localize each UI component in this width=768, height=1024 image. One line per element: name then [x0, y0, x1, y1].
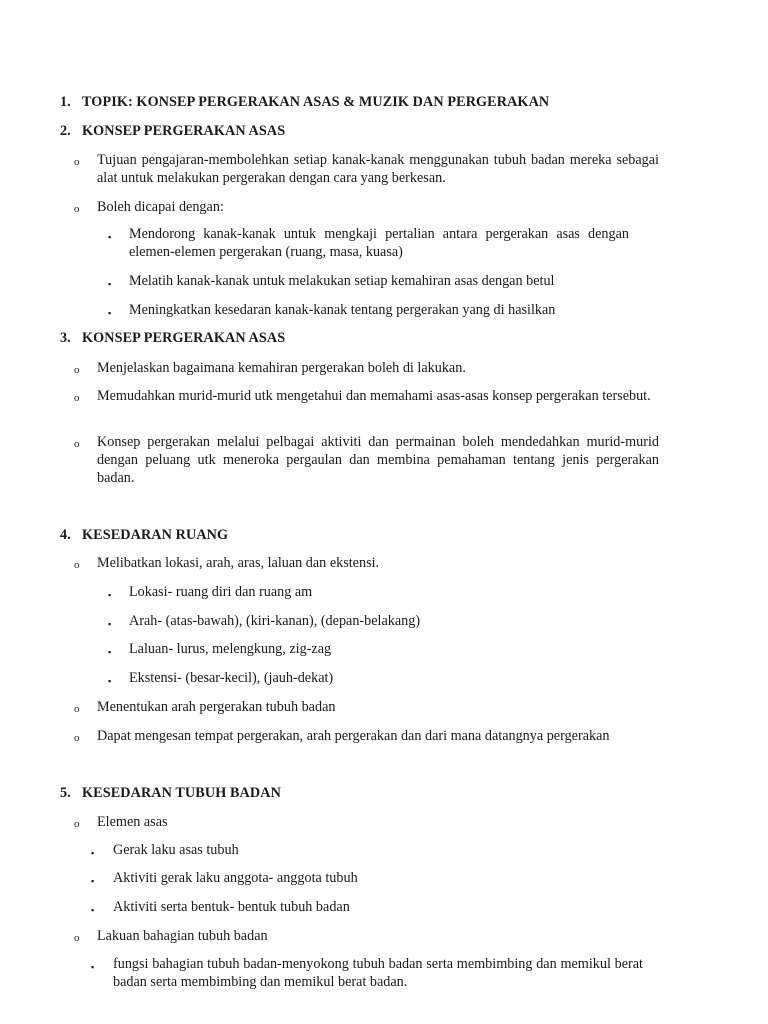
section-5-heading: KESEDARAN TUBUH BADAN: [82, 785, 281, 801]
square-bullet-icon: ▪: [91, 905, 95, 915]
list-item: Melibatkan lokasi, arah, aras, laluan dan ekstensi.: [97, 555, 380, 571]
section-2-heading: KONSEP PERGERAKAN ASAS: [82, 123, 286, 139]
list-bullet-icon: o: [74, 559, 80, 571]
sub-list-item: Meningkatkan kesedaran kanak-kanak tentang pergerakan yang di hasilkan: [129, 302, 556, 318]
list-item: Menentukan arah pergerakan tubuh badan: [97, 699, 336, 715]
sub-list-item: Gerak laku asas tubuh: [113, 842, 239, 858]
square-bullet-icon: ▪: [108, 676, 112, 686]
section-4-number: 4.: [60, 527, 71, 543]
square-bullet-icon: ▪: [91, 876, 95, 886]
sub-list-item: Laluan- lurus, melengkung, zig-zag: [129, 641, 332, 657]
square-bullet-icon: ▪: [108, 619, 112, 629]
section-2-number: 2.: [60, 123, 71, 139]
square-bullet-icon: ▪: [108, 308, 112, 318]
list-item: Konsep pergerakan melalui pelbagai aktiviti dan permainan boleh mendedahkan murid-murid dengan peluang utk meneroka pergaulan dan membina pemahaman tentang jenis pergerakan badan.: [97, 434, 659, 486]
sub-list-item: Aktiviti gerak laku anggota- anggota tubuh: [113, 870, 358, 886]
list-item: Dapat mengesan tempat pergerakan, arah pergerakan dan dari mana datangnya pergerakan: [97, 728, 610, 744]
sub-list-item: Melatih kanak-kanak untuk melakukan setiap kemahiran asas dengan betul: [129, 273, 555, 289]
list-bullet-icon: o: [74, 732, 80, 744]
sub-list-item: Aktiviti serta bentuk- bentuk tubuh badan: [113, 899, 350, 915]
list-item: Memudahkan murid-murid utk mengetahui dan memahami asas-asas konsep pergerakan tersebut.: [97, 388, 651, 404]
section-4-heading: KESEDARAN RUANG: [82, 527, 229, 543]
square-bullet-icon: ▪: [91, 962, 95, 972]
list-item: Menjelaskan bagaimana kemahiran pergerakan boleh di lakukan.: [97, 360, 466, 376]
section-1-number: 1.: [60, 94, 71, 110]
list-bullet-icon: o: [74, 932, 80, 944]
section-5-number: 5.: [60, 785, 71, 801]
list-bullet-icon: o: [74, 392, 80, 404]
sub-list-item: Mendorong kanak-kanak untuk mengkaji pertalian antara pergerakan asas dengan elemen-elemen pergerakan (ruang, masa, kuasa): [129, 226, 629, 260]
sub-list-item: Lokasi- ruang diri dan ruang am: [129, 584, 313, 600]
section-1-heading: TOPIK: KONSEP PERGERAKAN ASAS & MUZIK DAN PERGERAKAN: [82, 94, 550, 110]
list-bullet-icon: o: [74, 203, 80, 215]
sub-list-item: Ekstensi- (besar-kecil), (jauh-dekat): [129, 670, 334, 686]
list-bullet-icon: o: [74, 156, 80, 168]
list-bullet-icon: o: [74, 818, 80, 830]
list-bullet-icon: o: [74, 438, 80, 450]
section-3-number: 3.: [60, 330, 71, 346]
list-item: Boleh dicapai dengan:: [97, 199, 224, 215]
section-3-heading: KONSEP PERGERAKAN ASAS: [82, 330, 286, 346]
list-item: Lakuan bahagian tubuh badan: [97, 928, 268, 944]
list-bullet-icon: o: [74, 364, 80, 376]
square-bullet-icon: ▪: [108, 647, 112, 657]
list-item: Elemen asas: [97, 814, 168, 830]
list-item: Tujuan pengajaran-membolehkan setiap kanak-kanak menggunakan tubuh badan mereka sebagai alat untuk melakukan pergerakan dengan cara yang berkesan.: [97, 152, 659, 186]
list-bullet-icon: o: [74, 703, 80, 715]
sub-list-item: fungsi bahagian tubuh badan-menyokong tubuh badan serta membimbing dan memikul berat badan serta membimbing dan memikul berat badan.: [113, 956, 643, 990]
square-bullet-icon: ▪: [91, 848, 95, 858]
square-bullet-icon: ▪: [108, 232, 112, 242]
square-bullet-icon: ▪: [108, 279, 112, 289]
sub-list-item: Arah- (atas-bawah), (kiri-kanan), (depan-belakang): [129, 613, 421, 629]
square-bullet-icon: ▪: [108, 590, 112, 600]
